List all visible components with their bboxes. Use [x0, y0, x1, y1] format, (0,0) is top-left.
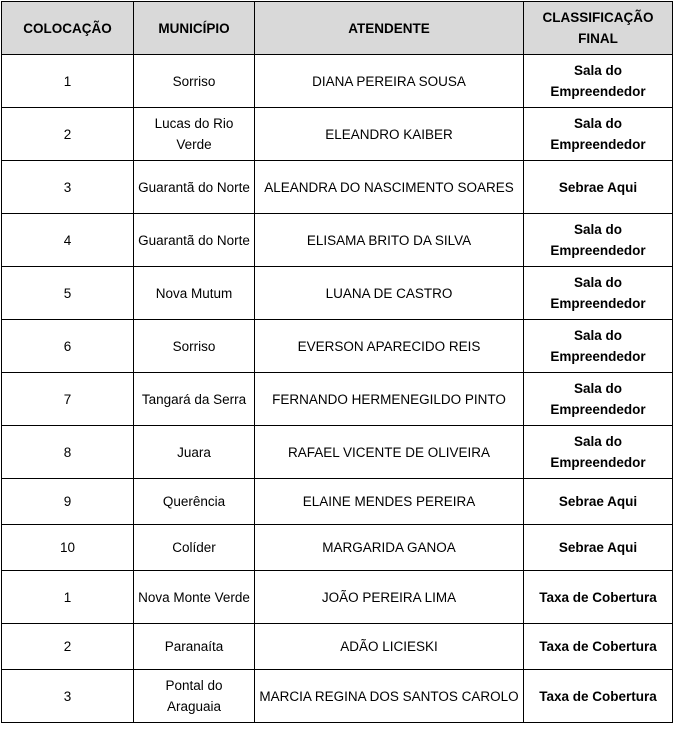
cell-colocacao: 2: [2, 108, 134, 161]
cell-municipio: Lucas do Rio Verde: [134, 108, 255, 161]
table-row: [2, 479, 673, 525]
cell-classificacao: Sala do Empreendedor: [524, 426, 673, 479]
cell-colocacao: 4: [2, 214, 134, 267]
cell-classificacao: Sala do Empreendedor: [524, 55, 673, 108]
cell-classificacao: Taxa de Cobertura: [524, 670, 673, 723]
cell-classificacao: Sala do Empreendedor: [524, 373, 673, 426]
table-row: [2, 320, 673, 373]
cell-atendente: MARCIA REGINA DOS SANTOS CAROLO: [255, 670, 524, 723]
table-row: [2, 108, 673, 161]
cell-colocacao: 9: [2, 479, 134, 525]
cell-colocacao: 6: [2, 320, 134, 373]
cell-classificacao: Sala do Empreendedor: [524, 320, 673, 373]
cell-municipio: Colíder: [134, 525, 255, 571]
table-row: [2, 571, 673, 624]
table-row: [2, 670, 673, 723]
header-row: [2, 2, 673, 55]
cell-colocacao: 2: [2, 624, 134, 670]
cell-classificacao: Sebrae Aqui: [524, 525, 673, 571]
cell-municipio: Nova Monte Verde: [134, 571, 255, 624]
classification-table: [1, 1, 673, 723]
table-row: [2, 161, 673, 214]
cell-colocacao: 1: [2, 571, 134, 624]
cell-municipio: Sorriso: [134, 55, 255, 108]
cell-atendente: MARGARIDA GANOA: [255, 525, 524, 571]
cell-atendente: RAFAEL VICENTE DE OLIVEIRA: [255, 426, 524, 479]
cell-atendente: EVERSON APARECIDO REIS: [255, 320, 524, 373]
cell-municipio: Tangará da Serra: [134, 373, 255, 426]
cell-atendente: ALEANDRA DO NASCIMENTO SOARES: [255, 161, 524, 214]
cell-classificacao: Sala do Empreendedor: [524, 214, 673, 267]
cell-colocacao: 8: [2, 426, 134, 479]
table-row: [2, 267, 673, 320]
cell-classificacao: Sebrae Aqui: [524, 479, 673, 525]
cell-colocacao: 10: [2, 525, 134, 571]
cell-colocacao: 3: [2, 670, 134, 723]
cell-municipio: Pontal do Araguaia: [134, 670, 255, 723]
table-row: [2, 624, 673, 670]
cell-colocacao: 3: [2, 161, 134, 214]
cell-atendente: FERNANDO HERMENEGILDO PINTO: [255, 373, 524, 426]
cell-atendente: LUANA DE CASTRO: [255, 267, 524, 320]
header-municipio: MUNICÍPIO: [134, 2, 255, 55]
table-row: [2, 214, 673, 267]
table-row: [2, 373, 673, 426]
cell-atendente: DIANA PEREIRA SOUSA: [255, 55, 524, 108]
cell-atendente: ADÃO LICIESKI: [255, 624, 524, 670]
cell-municipio: Guarantã do Norte: [134, 161, 255, 214]
cell-municipio: Sorriso: [134, 320, 255, 373]
header-classificacao: CLASSIFICAÇÃO FINAL: [524, 2, 673, 55]
cell-municipio: Juara: [134, 426, 255, 479]
header-atendente: ATENDENTE: [255, 2, 524, 55]
cell-municipio: Querência: [134, 479, 255, 525]
cell-classificacao: Taxa de Cobertura: [524, 624, 673, 670]
cell-colocacao: 5: [2, 267, 134, 320]
table-row: [2, 426, 673, 479]
cell-atendente: JOÃO PEREIRA LIMA: [255, 571, 524, 624]
cell-colocacao: 1: [2, 55, 134, 108]
cell-municipio: Nova Mutum: [134, 267, 255, 320]
cell-municipio: Paranaíta: [134, 624, 255, 670]
cell-atendente: ELAINE MENDES PEREIRA: [255, 479, 524, 525]
cell-classificacao: Sala do Empreendedor: [524, 267, 673, 320]
header-colocacao: COLOCAÇÃO: [2, 2, 134, 55]
cell-atendente: ELISAMA BRITO DA SILVA: [255, 214, 524, 267]
cell-classificacao: Taxa de Cobertura: [524, 571, 673, 624]
table-row: [2, 525, 673, 571]
cell-municipio: Guarantã do Norte: [134, 214, 255, 267]
cell-classificacao: Sala do Empreendedor: [524, 108, 673, 161]
table-row: [2, 55, 673, 108]
cell-atendente: ELEANDRO KAIBER: [255, 108, 524, 161]
cell-colocacao: 7: [2, 373, 134, 426]
cell-classificacao: Sebrae Aqui: [524, 161, 673, 214]
